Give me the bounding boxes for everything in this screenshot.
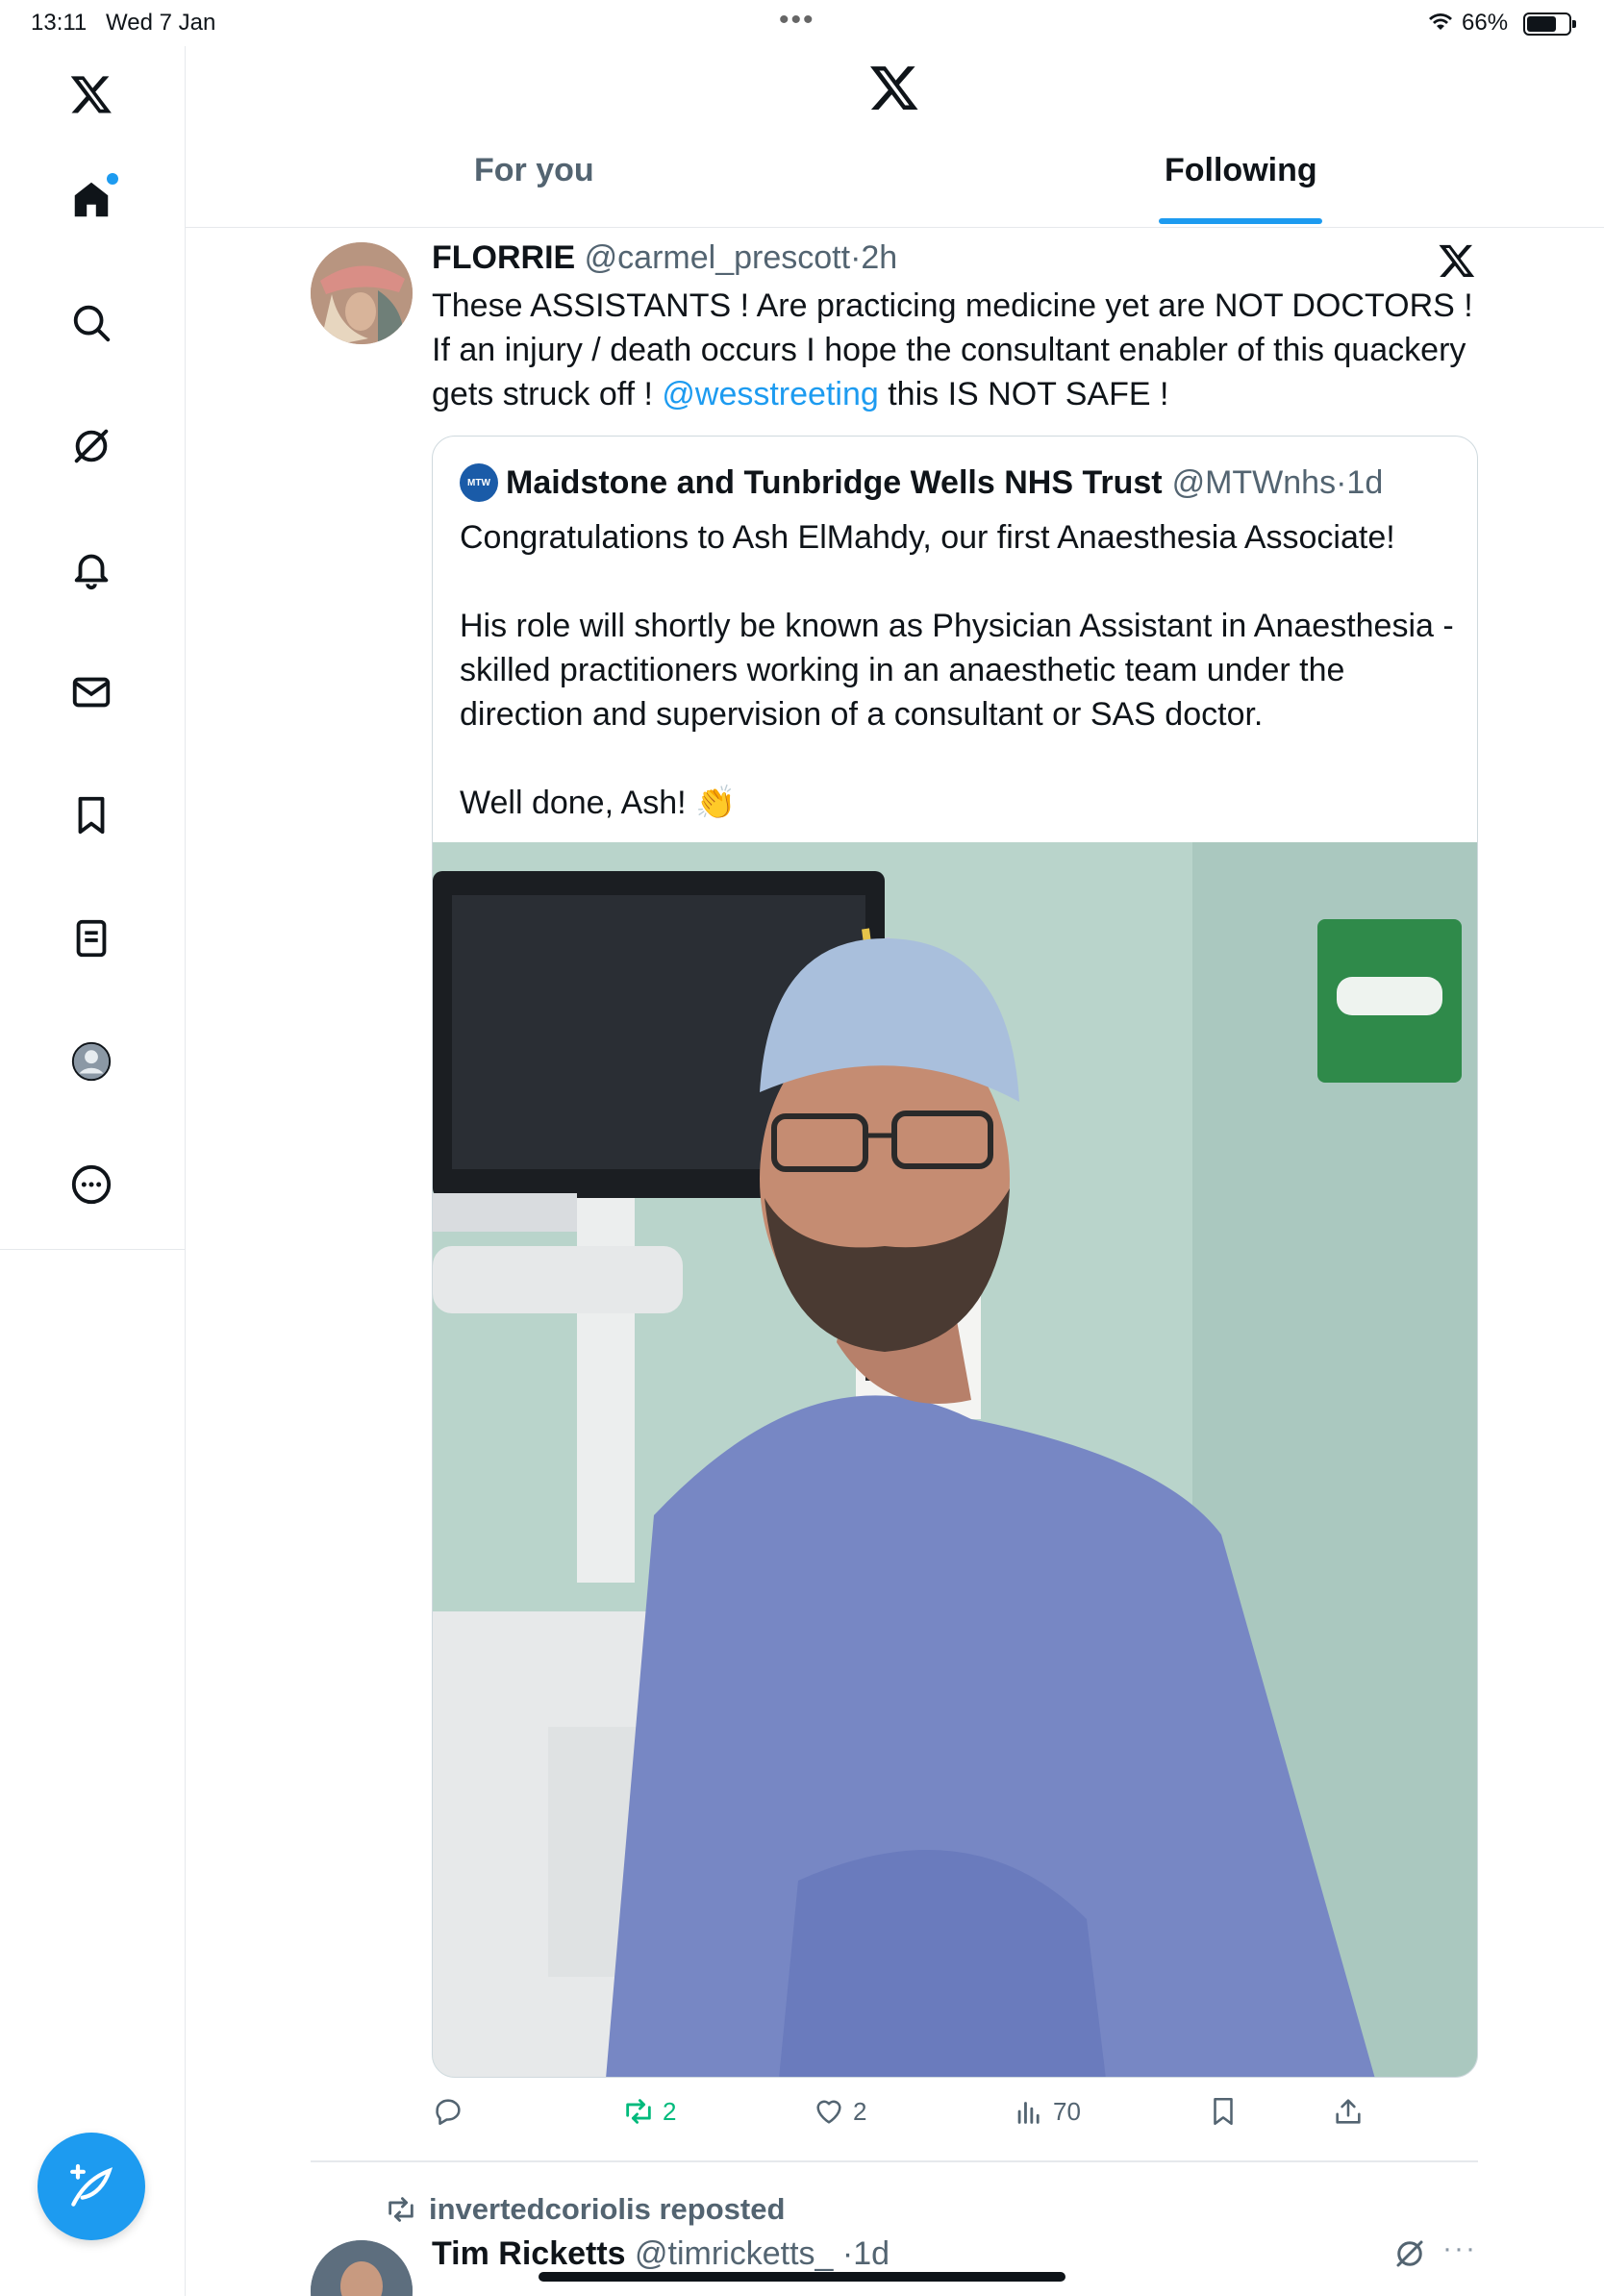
tweet-divider — [311, 2160, 1478, 2162]
grok-x-icon[interactable] — [1438, 241, 1476, 280]
tweet-header — [432, 239, 897, 277]
separator-dot: · — [850, 239, 862, 276]
compose-post-button[interactable] — [38, 2133, 145, 2240]
multitask-dots-icon[interactable]: ••• — [779, 4, 815, 36]
search-icon[interactable] — [53, 285, 130, 362]
share-button[interactable] — [1332, 2095, 1372, 2128]
home-icon[interactable] — [53, 162, 130, 238]
author-name[interactable]: FLORRIE — [432, 239, 576, 276]
wifi-icon — [1427, 10, 1454, 39]
more-options-icon[interactable]: ··· — [1442, 2233, 1477, 2264]
quote-header — [460, 463, 1383, 502]
separator-dot: · — [1336, 463, 1347, 501]
profile-avatar-icon[interactable] — [53, 1023, 130, 1100]
tweet-text — [432, 284, 1480, 416]
repost-count: 2 — [663, 2096, 677, 2126]
share-upload-icon — [1332, 2095, 1365, 2128]
home-indicator-bar[interactable] — [539, 2272, 1065, 2282]
unread-dot — [107, 173, 118, 185]
like-count: 2 — [853, 2096, 867, 2126]
status-date: Wed 7 Jan — [106, 10, 216, 36]
battery-icon — [1523, 12, 1571, 36]
grok-icon[interactable] — [53, 408, 130, 485]
heart-icon — [813, 2095, 845, 2128]
notifications-bell-icon[interactable] — [53, 531, 130, 608]
active-tab-indicator — [1159, 218, 1322, 224]
repost-by-label: invertedcoriolis reposted — [429, 2192, 786, 2226]
tweet-text-part: this IS NOT SAFE ! — [878, 376, 1169, 412]
reply-bubble-icon — [432, 2095, 464, 2128]
tab-for-you[interactable]: For you — [474, 152, 594, 188]
views-button[interactable] — [1013, 2095, 1081, 2128]
mention-link[interactable]: @wesstreeting — [662, 376, 879, 412]
bookmark-icon — [1207, 2095, 1240, 2128]
more-circle-icon[interactable] — [53, 1146, 130, 1223]
repost-button[interactable] — [622, 2095, 676, 2128]
tweet-time[interactable]: 2h — [861, 239, 898, 276]
quote-author-name[interactable]: Maidstone and Tunbridge Wells NHS Trust — [506, 463, 1163, 501]
quote-author-handle[interactable]: @MTWnhs — [1171, 463, 1337, 501]
grok-icon[interactable] — [1392, 2236, 1427, 2271]
bookmark-button[interactable] — [1207, 2095, 1247, 2128]
status-bar — [0, 0, 1604, 46]
quoted-tweet[interactable] — [432, 436, 1478, 2078]
timeline-header — [186, 46, 1604, 228]
tweet-text-part: These ASSISTANTS ! Are practicing medicine yet are NOT DOCTORS ! If an injury / death occurs I hope the consultant enabler of this quackery gets struck off ! — [432, 287, 1473, 412]
reply-button[interactable] — [432, 2095, 472, 2128]
x-logo-icon[interactable] — [53, 56, 130, 133]
messages-envelope-icon[interactable] — [53, 654, 130, 731]
quote-time[interactable]: 1d — [1346, 463, 1384, 501]
tweet-actions — [432, 2095, 1478, 2143]
avatar[interactable] — [311, 2240, 413, 2296]
quote-photo[interactable] — [433, 842, 1478, 2078]
quote-avatar[interactable]: MTW — [460, 463, 498, 502]
battery-percent: 66% — [1462, 10, 1509, 36]
author-handle[interactable]: @timricketts_ — [635, 2235, 834, 2272]
quote-paragraph: His role will shortly be known as Physician Assistant in Anaesthesia - skilled practitioners working in an anaesthetic team under the direction and supervision of a consultant or SAS doctor. — [460, 608, 1454, 733]
quote-paragraph: Well done, Ash! 👏 — [460, 785, 737, 821]
view-count: 70 — [1053, 2096, 1081, 2126]
lists-icon[interactable] — [53, 900, 130, 977]
quote-paragraph: Congratulations to Ash ElMahdy, our first Anaesthesia Associate! — [460, 519, 1395, 556]
feather-plus-icon — [64, 2159, 118, 2213]
author-name[interactable]: Tim Ricketts — [432, 2235, 626, 2272]
repost-icon — [385, 2193, 417, 2226]
views-bar-chart-icon — [1013, 2095, 1045, 2128]
repost-icon — [622, 2095, 655, 2128]
tab-following[interactable]: Following — [1165, 152, 1317, 188]
quote-text — [460, 515, 1460, 869]
avatar[interactable] — [311, 242, 413, 344]
status-time: 13:11 — [31, 10, 88, 36]
sidebar — [0, 46, 186, 1250]
repost-context[interactable] — [385, 2192, 785, 2227]
separator-dot: · — [833, 2235, 854, 2272]
bookmarks-icon[interactable] — [53, 777, 130, 854]
author-handle[interactable]: @carmel_prescott — [584, 239, 851, 276]
like-button[interactable] — [813, 2095, 866, 2128]
x-logo-icon[interactable] — [868, 62, 920, 113]
next-tweet-header — [432, 2235, 890, 2273]
tweet-time[interactable]: 1d — [853, 2235, 890, 2272]
